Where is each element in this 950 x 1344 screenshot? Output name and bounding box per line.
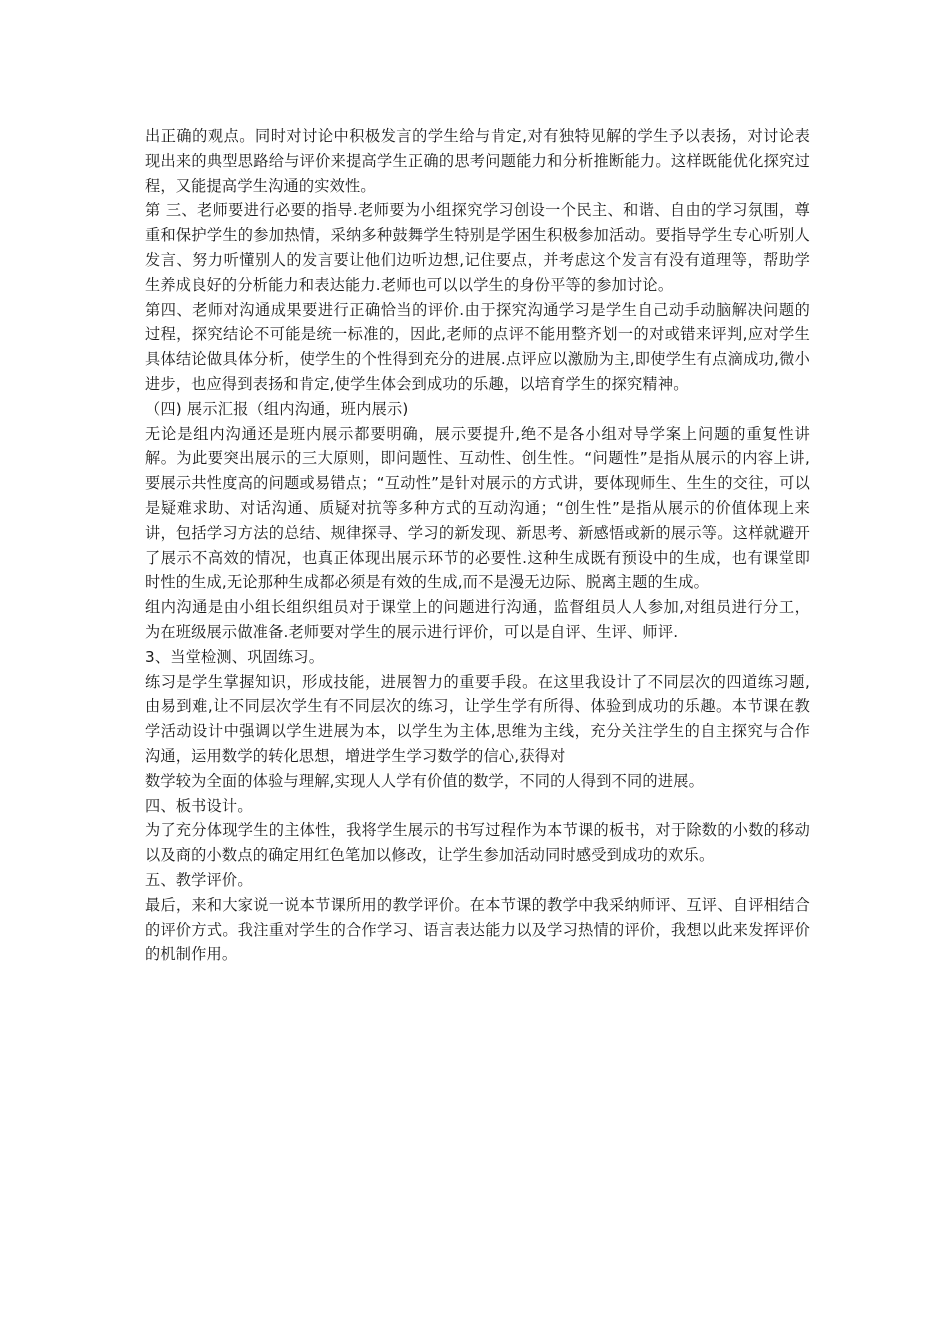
paragraph-presentation-principles: 无论是组内沟通还是班内展示都要明确，展示要提升,绝不是各小组对导学案上问题的重复性讲解。为此要突出展示的三大原则，即问题性、互动性、创生性。“问题性”是指从展示的内容上讲,要展示共性度高的问题或易错点；“互动性”是针对展示的方式讲，要体现师生、生生的交往，可以是疑难求助、对话沟通、质疑对抗等多种方式的互动沟通；“创生性”是指从展示的价值体现上来讲，包括学习方法的总结、规律探寻、学习的新发现、新思考、新感悟或新的展示等。这样就避开了展示不高效的情况，也真正体现出展示环节的必要性.这种生成既有预设中的生成，也有课堂即时性的生成,无论那种生成都必须是有效的生成,而不是漫无边际、脱离主题的生成。	[145, 424, 810, 592]
paragraph-board-design: 为了充分体现学生的主体性，我将学生展示的书写过程作为本节课的板书，对于除数的小数的移动以及商的小数点的确定用红色笔加以修改，让学生参加活动同时感受到成功的欢乐。	[145, 821, 810, 865]
section-heading-practice: 3、当堂检测、巩固练习。	[145, 647, 325, 666]
paragraph-practice: 练习是学生掌握知识，形成技能，进展智力的重要手段。在这里我设计了不同层次的四道练习题,由易到难,让不同层次学生有不同层次的练习，让学生学有所得、体验到成功的乐趣。本节课在教学活动设计中强调以学生进展为本，以学生为主体,思维为主线，充分关注学生的自主探究与合作沟通，运用数学的转化思想，增进学生学习数学的信心,获得对	[145, 672, 810, 765]
paragraph-teaching-evaluation: 最后，来和大家说一说本节课所用的教学评价。在本节课的教学中我采纳师评、互评、自评相结合的评价方式。我注重对学生的合作学习、语言表达能力以及学习热情的评价，我想以此来发挥评价的机制作用。	[145, 895, 810, 964]
paragraph-practice-continued: 数学较为全面的体验与理解,实现人人学有价值的数学，不同的人得到不同的进展。	[145, 771, 704, 790]
paragraph-teacher-guidance: 第 三、老师要进行必要的指导.老师要为小组探究学习创设一个民主、和谐、自由的学习氛围，尊重和保护学生的参加热情，采纳多种鼓舞学生特别是学困生积极参加活动。要指导学生专心听别人发言、努力听懂别人的发言要让他们边听边想,记住要点，并考虑这个发言有没有道理等，帮助学生养成良好的分析能力和表达能力.老师也可以以学生的身份平等的参加讨论。	[145, 201, 810, 294]
document-body	[145, 124, 810, 967]
section-heading-teaching-evaluation: 五、教学评价。	[145, 870, 253, 889]
paragraph-discussion-evaluation: 出正确的观点。同时对讨论中积极发言的学生给与肯定,对有独特见解的学生予以表扬，对讨论表现出来的典型思路给与评价来提高学生正确的思考问题能力和分析推断能力。这样既能优化探究过程，又能提高学生沟通的实效性。	[145, 127, 810, 195]
paragraph-teacher-evaluation: 第四、老师对沟通成果要进行正确恰当的评价.由于探究沟通学习是学生自己动手动脑解决问题的过程，探究结论不可能是统一标准的，因此,老师的点评不能用整齐划一的对或错来评判,应对学生具体结论做具体分析，使学生的个性得到充分的进展.点评应以激励为主,即使学生有点滴成功,微小进步，也应得到表扬和肯定,使学生体会到成功的乐趣，以培育学生的探究精神。	[145, 300, 810, 393]
section-heading-board-design: 四、板书设计。	[145, 796, 253, 815]
paragraph-group-communication: 组内沟通是由小组长组织组员对于课堂上的问题进行沟通，监督组员人人参加,对组员进行分工，为在班级展示做准备.老师要对学生的展示进行评价，可以是自评、生评、师评.	[145, 598, 810, 641]
section-heading-presentation: （四) 展示汇报（组内沟通，班内展示)	[145, 399, 409, 418]
